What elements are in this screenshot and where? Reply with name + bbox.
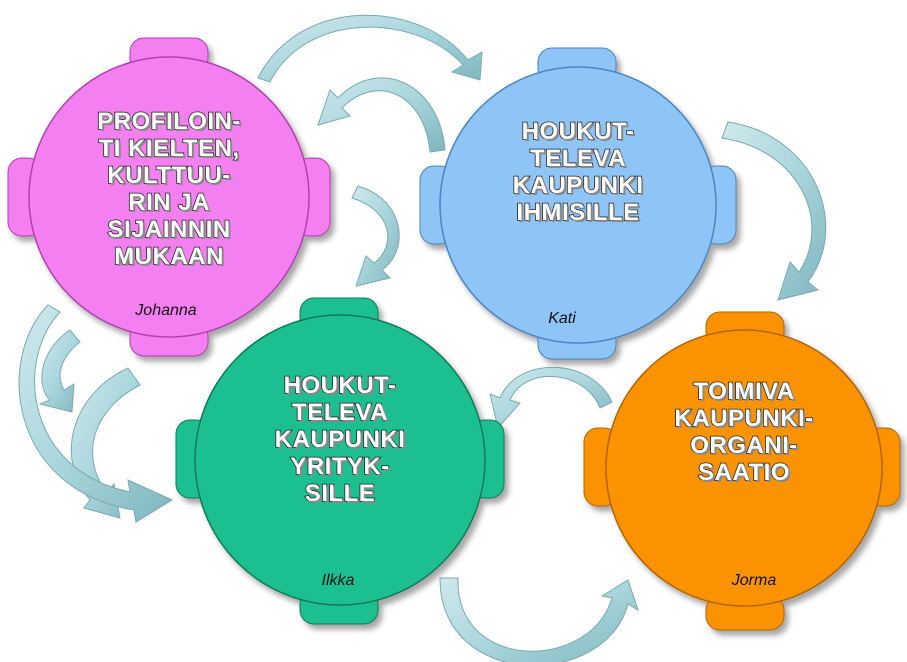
curved-arrow-orange-to-green [490,367,612,428]
node-pink-title-line: MUKAAN [114,243,224,270]
node-pink-title-line: SIJAINNIN [107,216,231,243]
curved-arrow-green-to-orange [440,578,638,662]
node-pink-title [64,108,274,270]
node-blue-person: Kati [548,310,576,327]
curved-arrow-pink-to-green [352,186,399,286]
node-green-title-line: TELEVA [292,399,388,426]
curved-arrow-pink-to-blue [258,15,482,82]
curved-arrow-blue-to-pink [318,78,445,152]
node-pink-title-line: PROFILOIN- [97,108,241,135]
node-pink-title-line: TI KIELTEN, [98,135,240,162]
node-green-title-line: KAUPUNKI [274,426,406,453]
node-orange-person: Jorma [731,572,777,589]
node-pink-person: Johanna [135,302,197,319]
node-blue-title-line: TELEVA [530,145,626,172]
node-pink-title-line: KULTTUU- [107,162,231,189]
node-green-title [230,372,450,507]
node-orange-title-line: SAATIO [698,459,790,486]
curved-arrow-blue-to-orange [722,122,826,300]
curved-arrow-left-inner [40,330,80,412]
node-pink-title-line: RIN JA [128,189,210,216]
node-blue-title-line: KAUPUNKI [512,172,644,199]
node-orange-title-line: TOIMIVA [693,378,795,405]
node-green-title-line: SILLE [304,480,376,507]
node-green-title-line: YRITYK- [290,453,390,480]
node-orange-title-line: KAUPUNKI- [674,405,814,432]
node-orange-title-line: ORGANI- [690,432,798,459]
node-green-title-line: HOUKUT- [283,372,397,399]
node-blue-title-line: IHMISILLE [516,199,640,226]
node-green-person: Ilkka [321,572,355,589]
node-orange-title [634,378,854,486]
node-blue-title-line: HOUKUT- [521,118,635,145]
node-blue-title [468,118,688,226]
